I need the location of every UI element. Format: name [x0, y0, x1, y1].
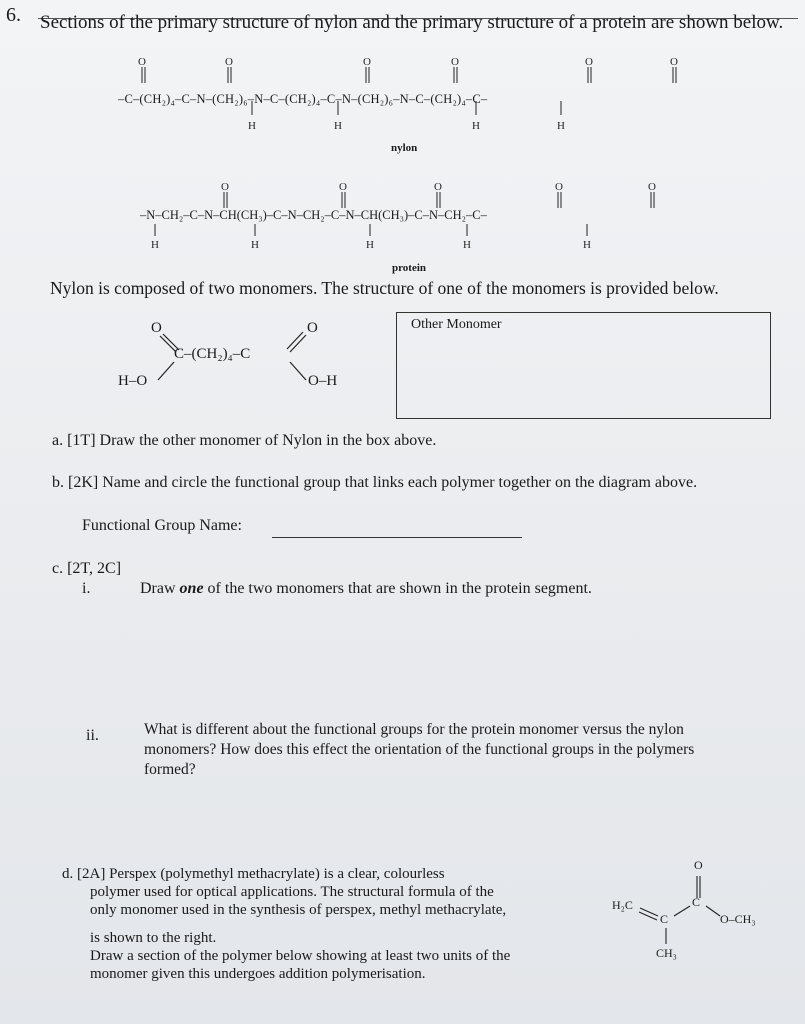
- part-d-line3: only monomer used in the synthesis of perspex, methyl methacrylate,: [90, 902, 507, 918]
- svg-text:H: H: [472, 120, 480, 132]
- part-d-line2: polymer used for optical applications. The structural formula of the: [90, 884, 494, 900]
- part-c-ii-number: ii.: [86, 727, 99, 744]
- given-monomer-core: C–(CH₂)₄–C: [174, 346, 251, 362]
- mma-alpha-c: C: [660, 912, 669, 926]
- svg-text:O: O: [555, 181, 563, 193]
- given-monomer-bonds: [110, 318, 360, 408]
- mma-ch3: CH₃: [656, 946, 677, 960]
- nylon-caption: nylon: [391, 142, 418, 154]
- part-d-line5: Draw a section of the polymer below showing at least two units of the: [90, 948, 511, 964]
- functional-group-label: Functional Group Name:: [82, 517, 242, 534]
- protein-caption: protein: [392, 262, 427, 274]
- part-c-ii-line1: What is different about the functional groups for the protein monomer versus the nylon: [144, 721, 684, 738]
- svg-text:H: H: [366, 239, 374, 251]
- protein-chain: –N–CH₂–C–N–CH(CH₃)–C–N–CH₂–C–N–CH(CH₃)–C–N–CH₂–C–: [140, 208, 487, 222]
- nylon-structure: [118, 55, 718, 165]
- mma-o-top: O: [694, 858, 703, 872]
- svg-text:H: H: [334, 120, 342, 132]
- svg-text:O: O: [138, 56, 146, 68]
- svg-text:H: H: [248, 120, 256, 132]
- part-a: a. [1T] Draw the other monomer of Nylon in the box above.: [52, 432, 437, 449]
- question-number: 6.: [6, 4, 21, 26]
- part-d-line1: d. [2A] Perspex (polymethyl methacrylate) is a clear, colourless: [62, 866, 445, 882]
- mma-structure-bonds: [606, 858, 796, 968]
- part-c-ii-line3: formed?: [144, 761, 196, 778]
- svg-text:H: H: [151, 239, 159, 251]
- svg-text:H: H: [583, 239, 591, 251]
- svg-text:O: O: [221, 181, 229, 193]
- svg-text:O: O: [670, 56, 678, 68]
- svg-text:O: O: [648, 181, 656, 193]
- mma-h2c: H₂C: [612, 898, 633, 912]
- part-c-i-number: i.: [82, 580, 91, 597]
- part-c-ii-line2: monomers? How does this effect the orientation of the functional groups in the polymers: [144, 741, 695, 758]
- nylon-chain: –C–(CH₂)₄–C–N–(CH₂)₆–N–C–(CH₂)₄–C–N–(CH₂)₆–N–C–(CH₂)₄–C–: [118, 92, 488, 106]
- svg-text:O: O: [225, 56, 233, 68]
- given-monomer-o-right: O: [307, 320, 318, 336]
- monomer-description: Nylon is composed of two monomers. The structure of one of the monomers is provided below.: [50, 278, 719, 298]
- svg-text:H: H: [557, 120, 565, 132]
- svg-text:O: O: [434, 181, 442, 193]
- part-d-line4: is shown to the right.: [90, 930, 217, 946]
- mma-carbonyl-c: C: [692, 895, 701, 909]
- part-c-i-text: Draw one of the two monomers that are shown in the protein segment.: [140, 580, 592, 597]
- mma-och3: O–CH₃: [720, 912, 756, 926]
- given-monomer-o-left: O: [151, 320, 162, 336]
- other-monomer-label: Other Monomer: [411, 317, 502, 332]
- part-d-line6: monomer given this undergoes addition polymerisation.: [90, 966, 426, 982]
- svg-text:H: H: [251, 239, 259, 251]
- functional-group-answer-line[interactable]: [272, 537, 522, 538]
- svg-text:O: O: [339, 181, 347, 193]
- svg-text:O: O: [585, 56, 593, 68]
- part-c-header: c. [2T, 2C]: [52, 560, 122, 577]
- part-b: b. [2K] Name and circle the functional group that links each polymer together on the diagram above.: [52, 474, 698, 491]
- other-monomer-box[interactable]: [396, 312, 771, 419]
- given-monomer-ho: H–O: [118, 373, 148, 389]
- svg-text:H: H: [463, 239, 471, 251]
- svg-text:O: O: [363, 56, 371, 68]
- question-intro: Sections of the primary structure of nylon and the primary structure of a protein are shown below.: [40, 12, 784, 33]
- given-monomer-oh: O–H: [308, 373, 338, 389]
- svg-text:O: O: [451, 56, 459, 68]
